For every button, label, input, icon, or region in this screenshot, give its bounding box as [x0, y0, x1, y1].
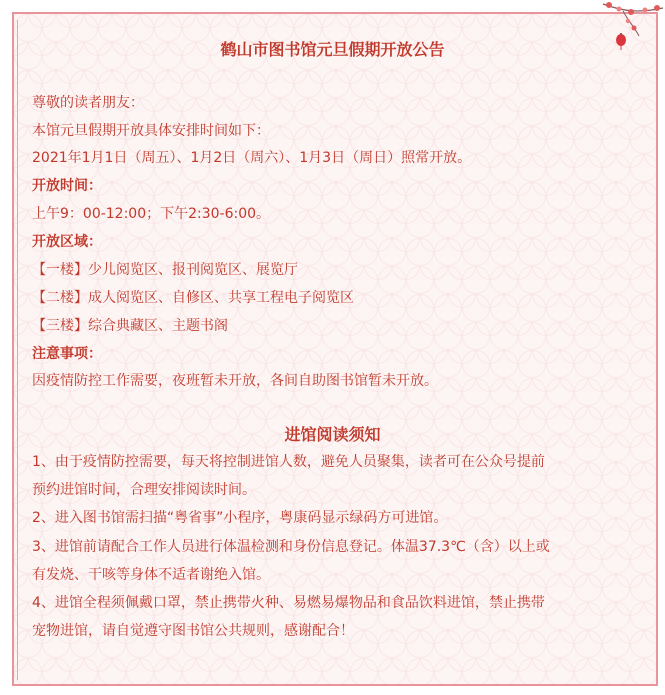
area-item: 【三楼】综合典藏区、主题书阁 — [32, 318, 228, 334]
rule-line: 有发烧、干咳等身体不适者谢绝入馆。 — [32, 567, 270, 583]
area-item: 【一楼】少儿阅览区、报刊阅览区、展览厅 — [32, 262, 298, 278]
area-item: 【二楼】成人阅览区、自修区、共享工程电子阅览区 — [32, 290, 354, 306]
areas-heading: 开放区域： — [32, 234, 102, 250]
dates-text: 2021年1月1日（周五）、1月2日（周六）、1月3日（周日）照常开放。 — [32, 150, 472, 166]
rules-title: 进馆阅读须知 — [284, 425, 381, 444]
notice-title: 鹤山市图书馆元旦假期开放公告 — [220, 40, 445, 59]
rule-line: 2、进入图书馆需扫描“粤省事”小程序，粤康码显示绿码方可进馆。 — [32, 510, 448, 526]
rule-line: 预约进馆时间，合理安排阅读时间。 — [32, 482, 256, 498]
greeting-text: 尊敬的读者朋友： — [32, 95, 144, 111]
notes-heading: 注意事项： — [32, 346, 102, 362]
rule-line: 1、由于疫情防控需要，每天将控制进馆人数，避免人员聚集，读者可在公众号提前 — [32, 454, 545, 470]
notes-text: 因疫情防控工作需要，夜班暂未开放，各间自助图书馆暂未开放。 — [32, 373, 438, 389]
rule-line: 4、进馆全程须佩戴口罩，禁止携带火种、易燃易爆物品和食品饮料进馆，禁止携带 — [32, 595, 545, 611]
hours-heading: 开放时间： — [32, 178, 102, 194]
intro-text: 本馆元旦假期开放具体安排时间如下： — [32, 123, 270, 139]
rule-line: 3、进馆前请配合工作人员进行体温检测和身份信息登记。体温37.3℃（含）以上或 — [32, 539, 550, 555]
notice-card — [12, 12, 658, 686]
hours-text: 上午9：00-12:00；下午2:30-6:00。 — [32, 206, 271, 222]
rule-line: 宠物进馆，请自觉遵守图书馆公共规则，感谢配合！ — [32, 623, 354, 639]
left-divider-line — [17, 20, 18, 680]
